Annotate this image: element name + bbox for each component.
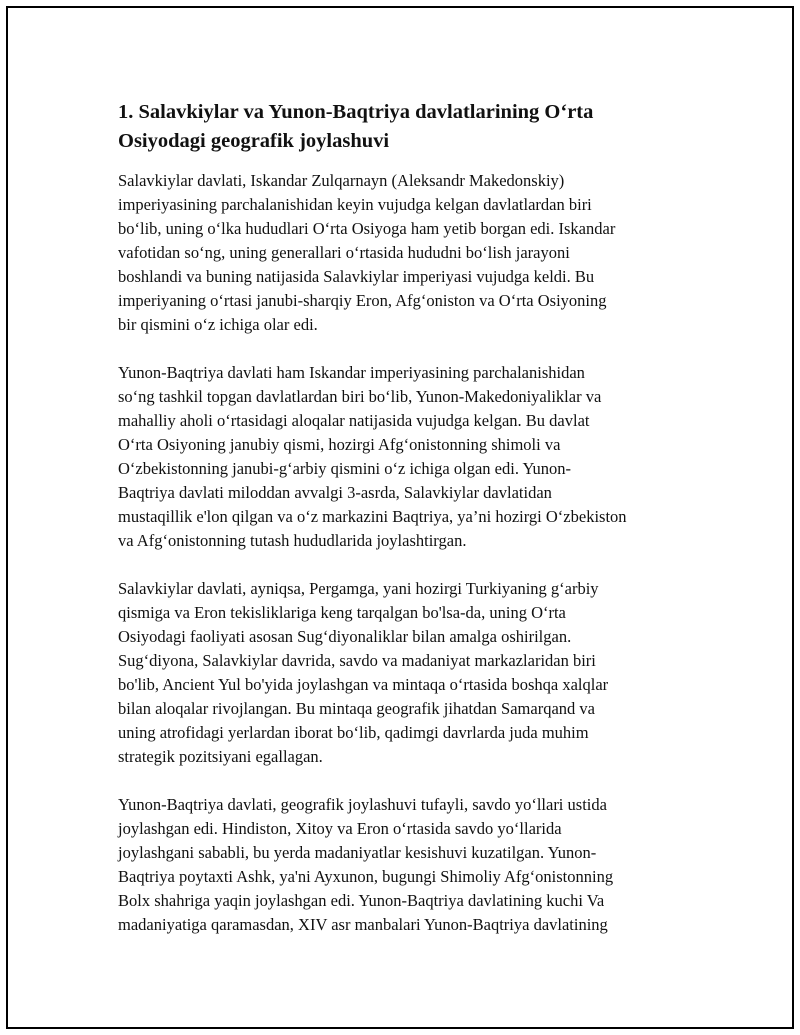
text-line: Osiyodagi faoliyati asosan Sug‘diyonaliklar bilan amalga oshirilgan. [118,627,572,646]
text-line: O‘zbekistonning janubi-g‘arbiy qismini o‘z ichiga olgan edi. Yunon- [118,459,572,478]
text-line: bo‘lib, uning o‘lka hududlari O‘rta Osiyoga ham yetib borgan edi. Iskandar [118,219,616,238]
text-line: vafotidan so‘ng, uning generallari o‘rtasida hududni bo‘lish jarayoni [118,243,570,262]
text-line: Baqtriya davlati miloddan avvalgi 3-asrda, Salavkiylar davlatidan [118,483,552,502]
paragraph-4 [118,793,708,937]
text-line: Baqtriya poytaxti Ashk, ya'ni Ayxunon, bugungi Shimoliy Afg‘onistonning [118,867,614,886]
text-line: O‘rta Osiyoning janubiy qismi, hozirgi Afg‘onistonning shimoli va [118,435,561,454]
text-line: Sug‘diyona, Salavkiylar davrida, savdo va madaniyat markazlaridan biri [118,651,596,670]
text-line: bo'lib, Ancient Yul bo'yida joylashgan va mintaqa o‘rtasida boshqa xalqlar [118,675,609,694]
text-line: boshlandi va buning natijasida Salavkiylar imperiyasi vujudga keldi. Bu [118,267,595,286]
text-line: bilan aloqalar rivojlangan. Bu mintaqa geografik jihatdan Samarqand va [118,699,595,718]
text-line: bir qismini o‘z ichiga olar edi. [118,315,318,334]
paragraph-1 [118,169,708,337]
document-body [118,98,708,961]
text-line: Bolx shahriga yaqin joylashgan edi. Yunon-Baqtriya davlatining kuchi Va [118,891,605,910]
paragraph-3 [118,577,708,769]
text-line: mustaqillik e'lon qilgan va o‘z markazini Baqtriya, ya’ni hozirgi O‘zbekiston [118,507,627,526]
text-line: madaniyatiga qaramasdan, XIV asr manbalari Yunon-Baqtriya davlatining [118,915,608,934]
text-line: Yunon-Baqtriya davlati, geografik joylashuvi tufayli, savdo yo‘llari ustida [118,795,607,814]
section-title [118,98,708,156]
text-line: mahalliy aholi o‘rtasidagi aloqalar natijasida vujudga kelgan. Bu davlat [118,411,590,430]
text-line: joylashgan edi. Hindiston, Xitoy va Eron o‘rtasida savdo yo‘llarida [118,819,562,838]
title-line: Osiyodagi geografik joylashuvi [118,130,390,152]
text-line: strategik pozitsiyani egallagan. [118,747,323,766]
text-line: qismiga va Eron tekisliklariga keng tarqalgan bo'lsa-da, uning O‘rta [118,603,566,622]
text-line: uning atrofidagi yerlardan iborat bo‘lib, qadimgi davrlarda juda muhim [118,723,589,742]
text-line: Salavkiylar davlati, ayniqsa, Pergamga, yani hozirgi Turkiyaning g‘arbiy [118,579,599,598]
text-line: va Afg‘onistonning tutash hududlarida joylashtirgan. [118,531,467,550]
title-line: 1. Salavkiylar va Yunon-Baqtriya davlatlarining O‘rta [118,101,594,123]
paragraph-2 [118,361,708,553]
text-line: Salavkiylar davlati, Iskandar Zulqarnayn (Aleksandr Makedonskiy) [118,171,565,190]
text-line: Yunon-Baqtriya davlati ham Iskandar imperiyasining parchalanishidan [118,363,585,382]
text-line: imperiyasining parchalanishidan keyin vujudga kelgan davlatlardan biri [118,195,592,214]
page-frame [6,6,794,1029]
text-line: joylashgani sababli, bu yerda madaniyatlar kesishuvi kuzatilgan. Yunon- [118,843,597,862]
text-line: so‘ng tashkil topgan davlatlardan biri bo‘lib, Yunon-Makedoniyaliklar va [118,387,602,406]
text-line: imperiyaning o‘rtasi janubi-sharqiy Eron, Afg‘oniston va O‘rta Osiyoning [118,291,607,310]
